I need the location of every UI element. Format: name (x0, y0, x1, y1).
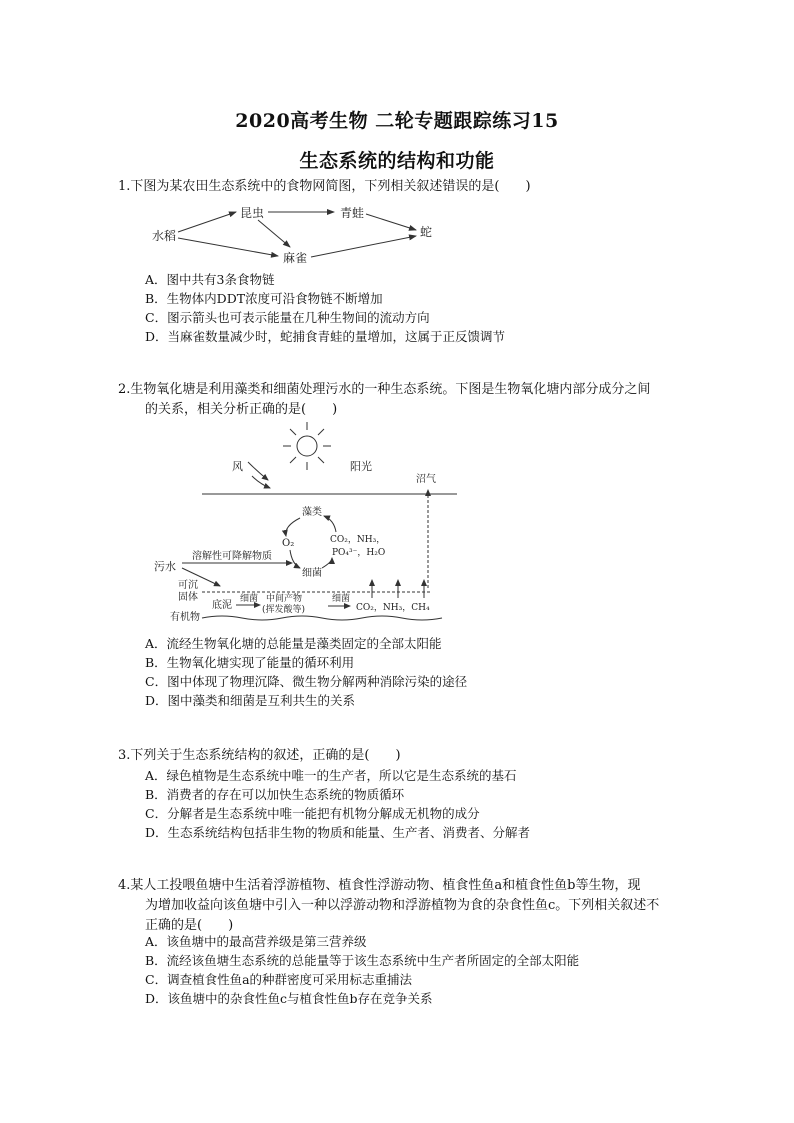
q4-option-b: B．流经该鱼塘生态系统的总能量等于该生态系统中生产者所固定的全部太阳能 (145, 953, 580, 968)
q4-stem-line2: 为增加收益向该鱼塘中引入一种以浮游动物和浮游植物为食的杂食性鱼c。下列相关叙述不 (145, 898, 660, 913)
q1-option-c: C．图示箭头也可表示能量在几种生物间的流动方向 (145, 310, 430, 325)
cycle-arrow-products-algae (324, 516, 336, 532)
q2-stem-line2: 的关系，相关分析正确的是( ) (145, 402, 338, 417)
cycle-arrow-bacteria-products (322, 558, 332, 568)
q3-options (145, 766, 530, 842)
label-soluble: 溶解性可降解物质 (192, 551, 272, 562)
q1-option-d: D．当麻雀数量减少时，蛇捕食青蛙的量增加，这属于正反馈调节 (145, 329, 506, 344)
q1-option-b: B．生物体内DDT浓度可沿食物链不断增加 (145, 291, 383, 306)
label-gases: CO₂，NH₃，CH₄ (356, 603, 430, 613)
q2-oxidation-pond-diagram (152, 418, 462, 628)
q4-stem (118, 876, 718, 936)
q4-stem-line3: 正确的是( ) (145, 918, 234, 933)
q2-stem-line1: 2.生物氧化塘是利用藻类和细菌处理污水的一种生态系统。下图是生物氧化塘内部分成分之间 (118, 382, 651, 397)
label-sludge: 底泥 (212, 600, 232, 611)
q4-options (145, 932, 579, 1008)
node-insect: 昆虫 (240, 206, 265, 220)
q4-option-d: D．该鱼塘中的杂食性鱼c与植食性鱼b存在竞争关系 (145, 991, 433, 1006)
arrow-insect-sparrow (258, 220, 290, 247)
q2-option-d: D．图中藻类和细菌是互利共生的关系 (145, 693, 356, 708)
arrow-rice-insect (178, 212, 236, 232)
label-intermediate-1: 中间产物 (266, 594, 303, 604)
arrow-sparrow-snake (311, 236, 416, 257)
q2-stem (118, 380, 708, 420)
q4-option-c: C．调查植食性鱼a的种群密度可采用标志重捕法 (145, 972, 413, 987)
q3-option-a: A．绿色植物是生态系统中唯一的生产者，所以它是生态系统的基石 (145, 768, 517, 783)
label-products-2: PO₄³⁻，H₂O (332, 548, 386, 558)
label-organic: 有机物 (170, 612, 200, 623)
wind-icon (248, 462, 270, 488)
q4-option-a: A．该鱼塘中的最高营养级是第三营养级 (145, 934, 367, 949)
cycle-arrow-algae-o2 (286, 518, 300, 536)
page-subtitle: 生态系统的结构和功能 (299, 150, 495, 172)
sun-icon (283, 422, 331, 470)
q3-option-c: C．分解者是生态系统中唯一能把有机物分解成无机物的成分 (145, 806, 480, 821)
label-intermediate-2: (挥发酸等) (262, 605, 306, 615)
label-sewage: 污水 (154, 560, 176, 573)
cycle-arrow-o2-bacteria (290, 550, 300, 568)
q3-option-d: D．生态系统结构包括非生物的物质和能量、生产者、消费者、分解者 (145, 825, 531, 840)
page-title: 2020高考生物 二轮专题跟踪练习15 (235, 110, 559, 132)
label-settle-2: 固体 (178, 592, 198, 603)
label-biogas: 沼气 (416, 474, 436, 485)
q2-options (145, 634, 467, 710)
q3-stem: 3.下列关于生态系统结构的叙述，正确的是( ) (118, 748, 401, 763)
node-rice: 水稻 (152, 229, 177, 243)
q1-stem: 1.下图为某农田生态系统中的食物网简图，下列相关叙述错误的是( ) (118, 179, 531, 194)
label-bacteria-3: 细菌 (332, 594, 351, 604)
label-bacteria: 细菌 (302, 568, 322, 579)
pond-bottom (202, 616, 442, 620)
label-o2: O₂ (282, 538, 295, 549)
label-settle-1: 可沉 (178, 580, 198, 591)
label-products-1: CO₂，NH₃， (330, 535, 386, 545)
label-bacteria-2: 细菌 (240, 594, 259, 604)
label-wind: 风 (232, 460, 243, 473)
q2-option-a: A．流经生物氧化塘的总能量是藻类固定的全部太阳能 (145, 636, 442, 651)
q4-stem-line1: 4.某人工投喂鱼塘中生活着浮游植物、植食性浮游动物、植食性鱼a和植食性鱼b等生物，现 (118, 878, 641, 893)
q2-option-c: C．图中体现了物理沉降、微生物分解两种消除污染的途径 (145, 674, 468, 689)
q1-food-web-diagram (148, 200, 448, 268)
node-frog: 青蛙 (340, 206, 365, 220)
node-snake: 蛇 (420, 225, 433, 239)
label-sunlight: 阳光 (350, 460, 372, 473)
arrow-frog-snake (366, 214, 416, 230)
q3-option-b: B．消费者的存在可以加快生态系统的物质循环 (145, 787, 405, 802)
node-sparrow: 麻雀 (283, 251, 308, 265)
q1-options (145, 270, 505, 346)
arrow-rice-sparrow (178, 238, 278, 256)
q2-option-b: B．生物氧化塘实现了能量的循环利用 (145, 655, 355, 670)
q1-option-a: A．图中共有3条食物链 (145, 272, 275, 287)
label-algae: 藻类 (302, 507, 322, 518)
